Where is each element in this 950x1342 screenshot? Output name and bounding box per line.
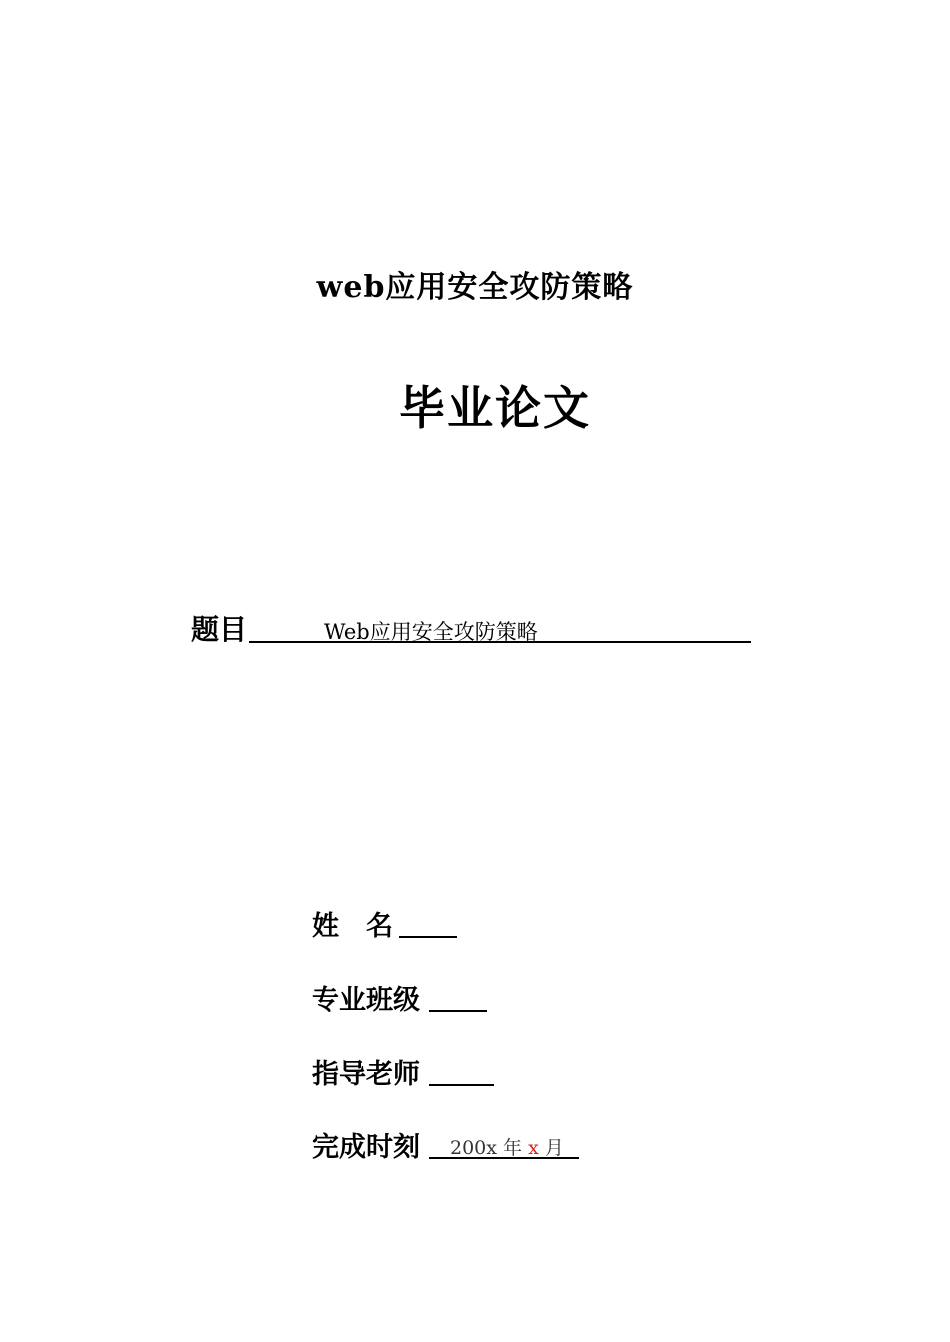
document-title: web应用安全攻防策略 (316, 270, 634, 305)
major-class-label: 专业班级 (312, 985, 420, 1016)
major-class-underline (429, 1010, 487, 1012)
completion-month: x (528, 1137, 539, 1159)
thesis-type-heading: 毕业论文 (399, 381, 591, 435)
completion-year: 200x (450, 1137, 497, 1159)
advisor-underline (429, 1084, 494, 1086)
name-label: 姓 名 (312, 911, 393, 942)
completion-time-label: 完成时刻 (312, 1132, 420, 1163)
advisor-label: 指导老师 (312, 1059, 420, 1090)
name-underline (399, 936, 457, 938)
completion-date (450, 1133, 564, 1160)
month-char: 月 (544, 1137, 564, 1159)
topic-label: 题目 (191, 613, 248, 646)
year-char: 年 (503, 1137, 523, 1159)
topic-value: Web应用安全攻防策略 (324, 620, 538, 644)
